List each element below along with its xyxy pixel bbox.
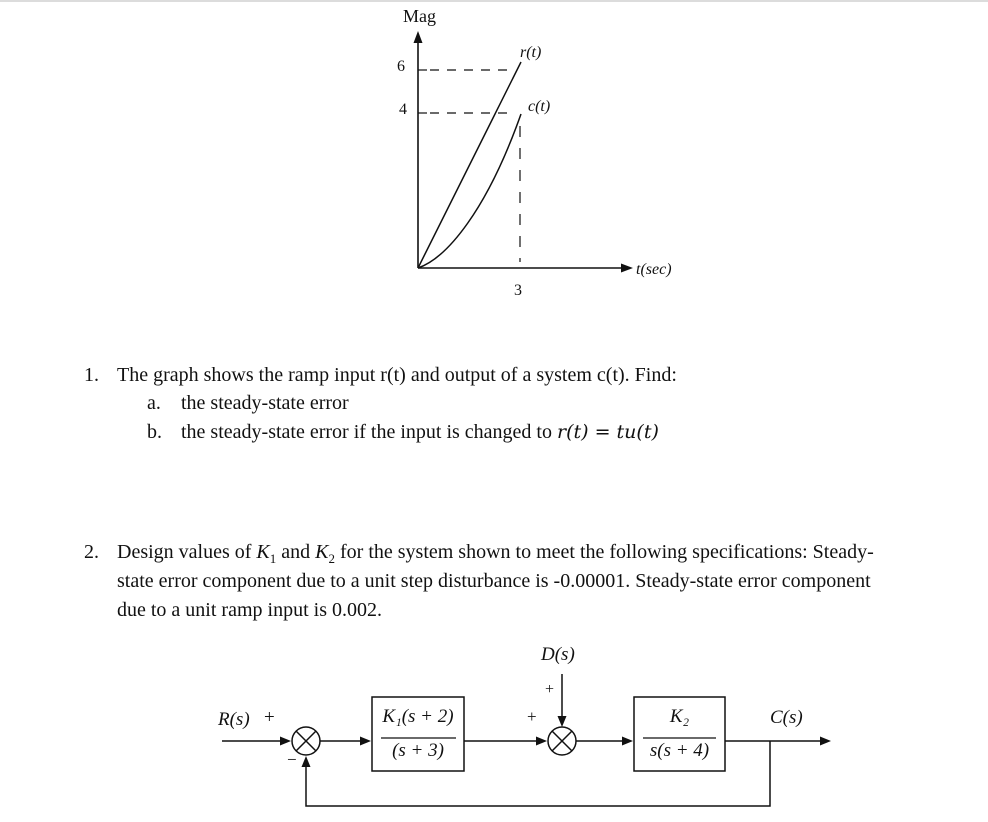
k2-subscript: 2 — [328, 551, 335, 566]
question-1a-text: the steady-state error — [181, 392, 349, 414]
output-arrowhead — [820, 737, 831, 746]
plant-numerator: K₂ — [669, 706, 690, 727]
disturbance-arrowhead — [558, 716, 567, 727]
question-1b-math: r(t) = tu(t) — [557, 421, 659, 443]
k1-subscript: 1 — [269, 551, 277, 566]
s2-to-g2-arrowhead — [622, 737, 633, 746]
question-2-line-2: state error component due to a unit step disturbance is -0.00001. Steady-state error component — [117, 570, 871, 592]
s1-to-g1-arrowhead — [360, 737, 371, 746]
summing-junction-2 — [548, 727, 576, 755]
controller-numerator: K₁(s + 2) — [382, 706, 454, 727]
question-2-line-3: due to a unit ramp input is 0.002. — [117, 599, 382, 621]
feedback-arrowhead — [302, 756, 311, 767]
question-2-number: 2. — [84, 541, 99, 563]
disturbance-label: D(s) — [541, 644, 575, 665]
question-1b-marker: b. — [147, 421, 162, 443]
input-arrowhead — [280, 737, 291, 746]
question-2-and: and — [281, 541, 311, 563]
c-curve-label: c(t) — [528, 98, 551, 115]
r-curve-label: r(t) — [520, 44, 542, 61]
output-label: C(s) — [770, 707, 803, 728]
y-tick-4-label: 4 — [399, 101, 407, 118]
g1-to-s2-arrowhead — [536, 737, 547, 746]
question-2-line-1-pre: Design values of — [117, 541, 252, 563]
controller-denominator: (s + 3) — [392, 740, 444, 761]
input-plus-sign: + — [264, 707, 275, 728]
y-axis-label: Mag — [403, 6, 436, 26]
input-label: R(s) — [218, 709, 250, 730]
y-tick-6-label: 6 — [397, 58, 405, 75]
feedback-minus-sign: − — [287, 750, 297, 769]
question-1a-marker: a. — [147, 392, 161, 414]
disturbance-plus-sign: + — [545, 681, 555, 698]
question-1b-text: the steady-state error if the input is changed to — [181, 421, 552, 443]
question-1-number: 1. — [84, 364, 99, 386]
x-tick-3-label: 3 — [514, 282, 522, 299]
plant-denominator: s(s + 4) — [649, 740, 710, 761]
k1-letter: K — [256, 541, 270, 563]
k2-letter: K — [315, 541, 329, 563]
forward-plus-sign: + — [527, 707, 537, 726]
question-1-text: The graph shows the ramp input r(t) and output of a system c(t). Find: — [117, 364, 677, 386]
x-axis-label: t(sec) — [636, 261, 672, 278]
question-2-line-1-post: for the system shown to meet the following specifications: Steady- — [340, 541, 874, 563]
